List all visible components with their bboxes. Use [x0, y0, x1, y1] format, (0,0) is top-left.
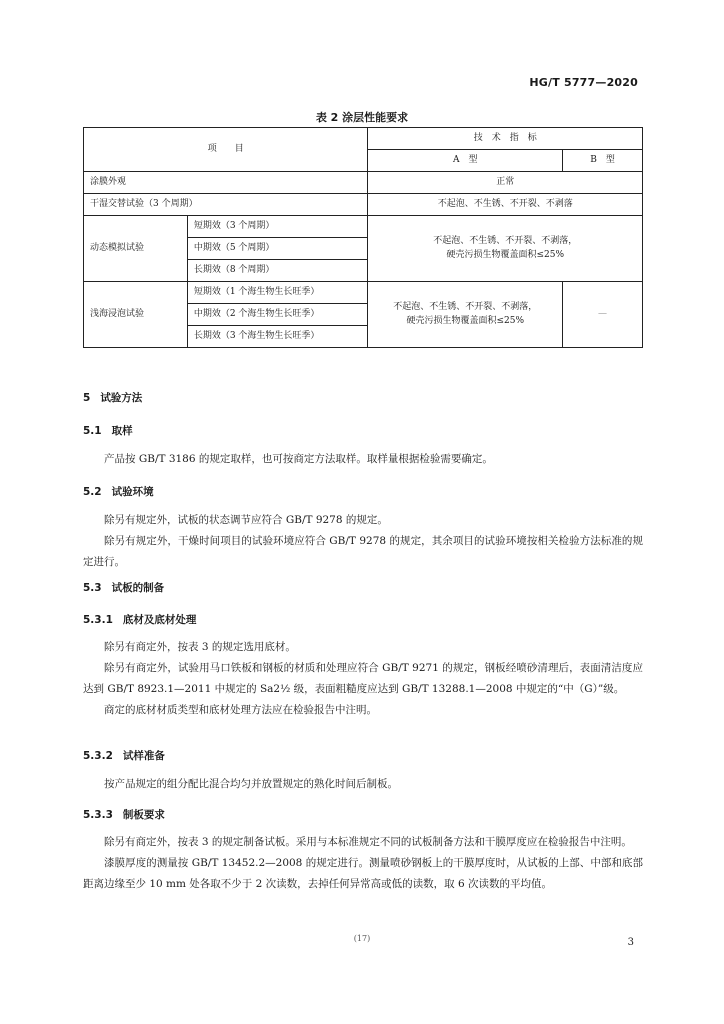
page-number: 3	[627, 937, 634, 948]
row-label-wetdry: 干湿交替试验（3 个周期）	[84, 194, 368, 216]
value-line: 不起泡、不生锈、不开裂、不剥落，	[393, 302, 538, 312]
section-title: 试验环境	[111, 486, 154, 498]
row-value-dynamic	[368, 216, 643, 282]
sub-dynamic-short: 短期效（3 个周期）	[187, 216, 368, 238]
section-heading-5-3-2	[83, 748, 165, 763]
section-title: 底材及底材处理	[122, 614, 197, 626]
paragraph-text: 产品按 GB/T 3186 的规定取样，也可按商定方法取样。取样量根据检验需要确定。	[104, 453, 493, 465]
row-value-appearance: 正常	[368, 172, 643, 194]
sub-dynamic-mid: 中期效（5 个周期）	[187, 238, 368, 260]
value-line: 硬壳污损生物覆盖面积≤25%	[406, 315, 525, 326]
header-tech-index: 技 术 指 标	[368, 128, 643, 150]
footer-center-mark: (17)	[353, 934, 371, 943]
section-heading-5-3-3	[83, 807, 165, 822]
section-heading-5	[83, 390, 142, 405]
sub-immersion-long: 长期效（3 个海生物生长旺季）	[187, 326, 368, 348]
paragraph-5-3-3	[83, 832, 643, 895]
paragraph-text: 商定的底材材质类型和底材处理方法应在检验报告中注明。	[104, 704, 377, 716]
section-number: 5.1	[83, 425, 102, 437]
sub-immersion-short: 短期效（1 个海生物生长旺季）	[187, 282, 368, 304]
section-heading-5-1	[83, 423, 133, 438]
paragraph-5-2	[83, 510, 643, 573]
section-title: 试验方法	[100, 392, 143, 404]
sub-immersion-mid: 中期效（2 个海生物生长旺季）	[187, 304, 368, 326]
value-line: 不起泡、不生锈、不开裂、不剥落，	[433, 236, 578, 246]
paragraph-text: 除另有商定外，按表 3 的规定制备试板。采用与本标准规定不同的试板制备方法和干膜厚度应在检验报告中注明。	[104, 836, 632, 848]
section-heading-5-3-1	[83, 612, 196, 627]
section-title: 制板要求	[122, 809, 165, 821]
section-title: 试样准备	[122, 750, 165, 762]
paragraph-5-3-1	[83, 637, 643, 721]
row-label-dynamic: 动态模拟试验	[84, 216, 188, 282]
row-label-immersion: 浅海浸泡试验	[84, 282, 188, 348]
row-label-appearance: 涂膜外观	[84, 172, 368, 194]
paragraph-text: 除另有商定外，按表 3 的规定选用底材。	[104, 641, 296, 653]
section-heading-5-2	[83, 484, 154, 499]
section-number: 5.3.3	[83, 809, 113, 821]
paragraph-text: 除另有商定外，试验用马口铁板和钢板的材质和处理应符合 GB/T 9271 的规定，钢板经喷砂清理后，表面清洁度应达到 GB/T 8923.1—2011 中规定的 Sa2½ 级，表面粗糙度应达到 GB/T 13288.1—2008 中规定的“中（G）”级。	[83, 662, 643, 695]
header-item: 项 目	[84, 128, 368, 172]
section-title: 试板的制备	[111, 582, 165, 594]
section-number: 5.2	[83, 486, 102, 498]
paragraph-5-3-2	[83, 774, 643, 795]
row-value-immersion-a	[368, 282, 563, 348]
section-number: 5.3	[83, 582, 102, 594]
section-number: 5.3.2	[83, 750, 113, 762]
document-number: HG/T 5777—2020	[529, 76, 638, 89]
sub-dynamic-long: 长期效（8 个周期）	[187, 260, 368, 282]
section-number: 5.3.1	[83, 614, 113, 626]
table-caption: 表 2 涂层性能要求	[315, 111, 409, 124]
section-heading-5-3	[83, 580, 164, 595]
section-number: 5	[83, 392, 91, 404]
paragraph-text: 除另有规定外，干燥时间项目的试验环境应符合 GB/T 9278 的规定，其余项目的试验环境按相关检验方法标准的规定进行。	[83, 535, 643, 568]
section-title: 取样	[111, 425, 133, 437]
paragraph-text: 按产品规定的组分配比混合均匀并放置规定的熟化时间后制板。	[104, 778, 398, 790]
value-line: 硬壳污损生物覆盖面积≤25%	[446, 249, 564, 260]
coating-performance-table	[83, 127, 643, 348]
paragraph-5-1	[83, 449, 643, 470]
row-value-wetdry: 不起泡、不生锈、不开裂、不剥落	[368, 194, 643, 216]
header-type-b: B 型	[563, 150, 643, 172]
header-type-a: A 型	[368, 150, 563, 172]
paragraph-text: 漆膜厚度的测量按 GB/T 13452.2—2008 的规定进行。测量喷砂钢板上的干膜厚度时，从试板的上部、中部和底部距离边缘至少 10 mm 处各取不少于 2 次读数，去掉任何异常高或低的读数，取 6 次读数的平均值。	[83, 857, 643, 890]
row-value-immersion-b: —	[563, 282, 643, 348]
paragraph-text: 除另有规定外，试板的状态调节应符合 GB/T 9278 的规定。	[104, 514, 388, 526]
